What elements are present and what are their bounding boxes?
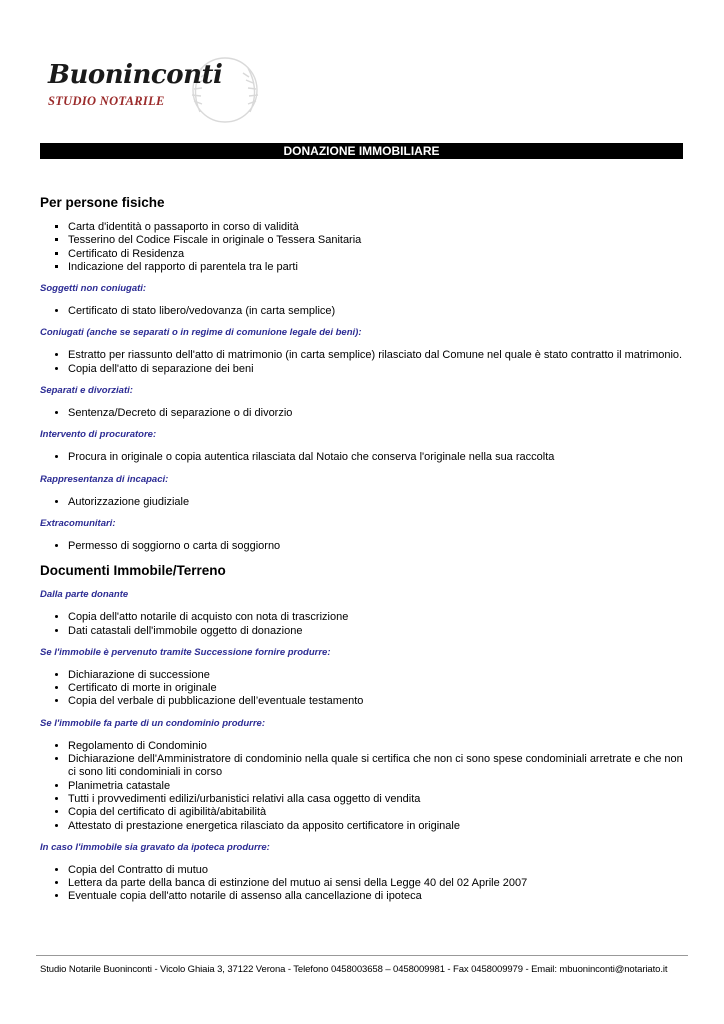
list-non-coniugati [40, 305, 685, 318]
list-condominio [40, 740, 685, 833]
list-item: • Dati catastali dell'immobile oggetto di donazione [68, 625, 685, 638]
subheading-ipoteca: In caso l'immobile sia gravato da ipoteca produrre: [40, 841, 270, 853]
list-incapaci [40, 496, 685, 509]
list-item: • Attestato di prestazione energetica rilasciato da apposito certificatore in originale [68, 820, 685, 833]
list-item: • Copia del Contratto di mutuo [68, 864, 685, 877]
subheading-incapaci: Rappresentanza di incapaci: [40, 473, 169, 485]
list-separati [40, 407, 685, 420]
list-coniugati [40, 349, 685, 376]
list-item: • Eventuale copia dell'atto notarile di assenso alla cancellazione di ipoteca [68, 890, 685, 903]
list-item: ▪ Indicazione del rapporto di parentela tra le parti [68, 261, 685, 274]
document-title: DONAZIONE IMMOBILIARE [40, 143, 683, 159]
list-item: • Dichiarazione dell'Amministratore di condominio nella quale si certifica che non ci sono spese condominiali arretrate e che non ci sono liti condominiali in corso [68, 753, 685, 780]
list-item: • Copia del certificato di agibilità/abitabilità [68, 806, 685, 819]
subheading-parte-donante: Dalla parte donante [40, 589, 129, 601]
list-item: ▪ Certificato di Residenza [68, 248, 685, 261]
list-procuratore [40, 451, 685, 464]
list-item: • Procura in originale o copia autentica rilasciata dal Notaio che conserva l'originale nella sua raccolta [68, 451, 685, 464]
logo-subtitle: STUDIO NOTARILE [48, 94, 165, 108]
list-item: • Copia dell'atto notarile di acquisto con nota di trascrizione [68, 611, 685, 624]
footer-divider [36, 955, 688, 956]
section-heading-immobile: Documenti Immobile/Terreno [40, 563, 226, 579]
list-item: • Planimetria catastale [68, 780, 685, 793]
subheading-coniugati: Coniugati (anche se separati o in regime di comunione legale dei beni): [40, 327, 362, 339]
subheading-successione: Se l'immobile è pervenuto tramite Successione fornire produrre: [40, 646, 331, 658]
subheading-separati: Separati e divorziati: [40, 385, 133, 397]
list-item: • Certificato di stato libero/vedovanza (in carta semplice) [68, 305, 685, 318]
subheading-condominio: Se l'immobile fa parte di un condominio produrre: [40, 717, 265, 729]
list-parte-donante [40, 611, 685, 638]
list-extracomunitari [40, 540, 685, 553]
document-body [40, 194, 685, 913]
footer-contact: Studio Notarile Buoninconti - Vicolo Ghiaia 3, 37122 Verona - Telefono 0458003658 – 0458009981 - Fax 0458009979 - Email: mbuoninconti@notariato.it [40, 964, 668, 975]
list-item: • Autorizzazione giudiziale [68, 496, 685, 509]
studio-logo [40, 48, 280, 128]
list-item: • Copia dell'atto di separazione dei beni [68, 363, 685, 376]
logo-name: Buoninconti [48, 60, 223, 90]
list-item: • Certificato di morte in originale [68, 682, 685, 695]
list-item: • Estratto per riassunto dell'atto di matrimonio (in carta semplice) rilasciato dal Comune nel quale è stato contratto il matrimonio. [68, 349, 685, 362]
general-requirements-list [40, 221, 685, 274]
list-item: • Copia del verbale di pubblicazione dell’eventuale testamento [68, 695, 685, 708]
list-successione [40, 669, 685, 709]
subheading-non-coniugati: Soggetti non coniugati: [40, 283, 147, 295]
list-item: • Regolamento di Condominio [68, 740, 685, 753]
list-ipoteca [40, 864, 685, 904]
list-item: ▪ Carta d'identità o passaporto in corso di validità [68, 221, 685, 234]
section-heading-persone-fisiche: Per persone fisiche [40, 195, 165, 210]
list-item: • Tutti i provvedimenti edilizi/urbanistici relativi alla casa oggetto di vendita [68, 793, 685, 806]
subheading-extracomunitari: Extracomunitari: [40, 517, 116, 529]
list-item: • Lettera da parte della banca di estinzione del mutuo ai sensi della Legge 40 del 02 Aprile 2007 [68, 877, 685, 890]
list-item: ▪ Tesserino del Codice Fiscale in originale o Tessera Sanitaria [68, 234, 685, 247]
subheading-procuratore: Intervento di procuratore: [40, 429, 157, 441]
list-item: • Dichiarazione di successione [68, 669, 685, 682]
list-item: • Permesso di soggiorno o carta di soggiorno [68, 540, 685, 553]
list-item: • Sentenza/Decreto di separazione o di divorzio [68, 407, 685, 420]
